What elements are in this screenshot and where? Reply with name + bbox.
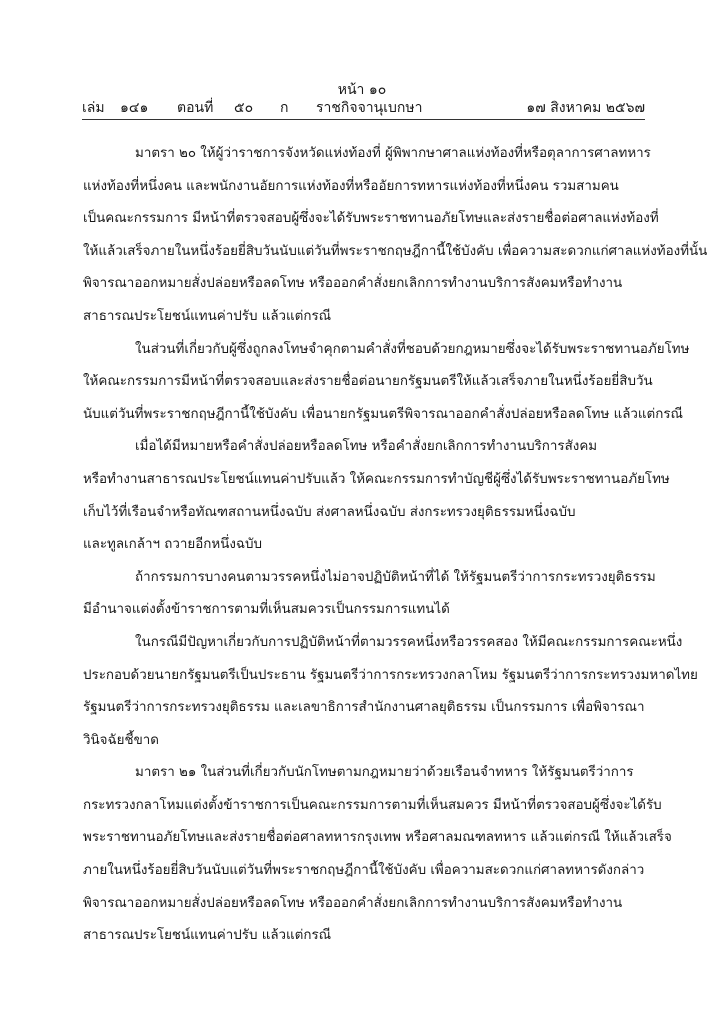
text-line: ให้คณะกรรมการมีหน้าที่ตรวจสอบและส่งรายชื่อต่อนายกรัฐมนตรีให้แล้วเสร็จภายในหนึ่งร้อยยี่สิบวัน <box>83 374 653 390</box>
text-line: ให้แล้วเสร็จภายในหนึ่งร้อยยี่สิบวันนับแต่วันที่พระราชกฤษฎีกานี้ใช้บังคับ เพื่อความสะดวกแก่ศาลแห่งท้องที่นั้น <box>83 243 708 259</box>
issue-label: ตอนที่ <box>177 100 214 116</box>
volume-number: ๑๔๑ <box>120 100 149 116</box>
text-line: นับแต่วันที่พระราชกฤษฎีกานี้ใช้บังคับ เพื่อนายกรัฐมนตรีพิจารณาออกคำสั่งปล่อยหรือลดโทษ แล้วแต่กรณี <box>83 406 683 422</box>
text-line: และทูลเกล้าฯ ถวายอีกหนึ่งฉบับ <box>83 537 263 553</box>
text-line: แห่งท้องที่หนึ่งคน และพนักงานอัยการแห่งท้องที่หรืออัยการทหารแห่งท้องที่หนึ่งคน รวมสามคน <box>83 178 619 194</box>
text-line: รัฐมนตรีว่าการกระทรวงยุติธรรม และเลขาธิการสำนักงานศาลยุติธรรม เป็นกรรมการ เพื่อพิจารณา <box>83 700 645 716</box>
paragraph-first-line: มาตรา ๒๑ ในส่วนที่เกี่ยวกับนักโทษตามกฎหมายว่าด้วยเรือนจำทหาร ให้รัฐมนตรีว่าการ <box>135 765 634 781</box>
text-line: มีอำนาจแต่งตั้งข้าราชการตามที่เห็นสมควรเป็นกรรมการแทนได้ <box>83 602 450 618</box>
text-line: เก็บไว้ที่เรือนจำหรือทัณฑสถานหนึ่งฉบับ ส่งศาลหนึ่งฉบับ ส่งกระทรวงยุติธรรมหนึ่งฉบับ <box>83 504 576 520</box>
text-line: ประกอบด้วยนายกรัฐมนตรีเป็นประธาน รัฐมนตรีว่าการกระทรวงกลาโหม รัฐมนตรีว่าการกระทรวงมหาดไทย <box>83 667 698 683</box>
issue-number: ๕๐ <box>234 100 254 116</box>
text-line: สาธารณประโยชน์แทนค่าปรับ แล้วแต่กรณี <box>83 928 332 944</box>
paragraph-first-line: ในกรณีมีปัญหาเกี่ยวกับการปฏิบัติหน้าที่ตามวรรคหนึ่งหรือวรรคสอง ให้มีคณะกรรมการคณะหนึ่ง <box>135 634 683 650</box>
gazette-header <box>82 99 645 120</box>
paragraph-first-line: เมื่อได้มีหมายหรือคำสั่งปล่อยหรือลดโทษ หรือคำสั่งยกเลิกการทำงานบริการสังคม <box>135 439 598 455</box>
publication-date: ๑๗ สิงหาคม ๒๕๖๗ <box>526 100 645 116</box>
text-line: วินิจฉัยชี้ขาด <box>83 732 159 748</box>
text-line: พระราชทานอภัยโทษและส่งรายชื่อต่อศาลทหารกรุงเทพ หรือศาลมณฑลทหาร แล้วแต่กรณี ให้แล้วเสร็จ <box>83 830 672 846</box>
text-line: สาธารณประโยชน์แทนค่าปรับ แล้วแต่กรณี <box>83 308 332 324</box>
text-line: พิจารณาออกหมายสั่งปล่อยหรือลดโทษ หรือออกคำสั่งยกเลิกการทำงานบริการสังคมหรือทำงาน <box>83 276 623 292</box>
text-line: หรือทำงานสาธารณประโยชน์แทนค่าปรับแล้ว ให้คณะกรรมการทำบัญชีผู้ซึ่งได้รับพระราชทานอภัยโทษ <box>83 471 670 487</box>
paragraph-first-line: ถ้ากรรมการบางคนตามวรรคหนึ่งไม่อาจปฏิบัติหน้าที่ได้ ให้รัฐมนตรีว่าการกระทรวงยุติธรรม <box>135 569 656 585</box>
page-number: หน้า ๑๐ <box>337 82 387 98</box>
paragraph-first-line: มาตรา ๒๐ ให้ผู้ว่าราชการจังหวัดแห่งท้องที่ ผู้พิพากษาศาลแห่งท้องที่หรือตุลาการศาลทหาร <box>135 146 651 161</box>
text-line: กระทรวงกลาโหมแต่งตั้งข้าราชการเป็นคณะกรรมการตามที่เห็นสมควร มีหน้าที่ตรวจสอบผู้ซึ่งจะได้รับ <box>83 797 662 813</box>
document-body <box>83 138 708 953</box>
paragraph-first-line: ในส่วนที่เกี่ยวกับผู้ซึ่งถูกลงโทษจำคุกตามคำสั่งที่ชอบด้วยกฎหมายซึ่งจะได้รับพระราชทานอภัยโทษ <box>135 341 690 357</box>
text-line: ภายในหนึ่งร้อยยี่สิบวันนับแต่วันที่พระราชกฤษฎีกานี้ใช้บังคับ เพื่อความสะดวกแก่ศาลทหารดังกล่าว <box>83 863 645 879</box>
section-letter: ก <box>280 100 289 116</box>
gazette-name: ราชกิจจานุเบกษา <box>316 100 423 116</box>
text-line: เป็นคณะกรรมการ มีหน้าที่ตรวจสอบผู้ซึ่งจะได้รับพระราชทานอภัยโทษและส่งรายชื่อต่อศาลแห่งท้องที่ <box>83 211 659 227</box>
volume-label: เล่ม <box>82 100 105 116</box>
text-line: พิจารณาออกหมายสั่งปล่อยหรือลดโทษ หรือออกคำสั่งยกเลิกการทำงานบริการสังคมหรือทำงาน <box>83 895 623 911</box>
